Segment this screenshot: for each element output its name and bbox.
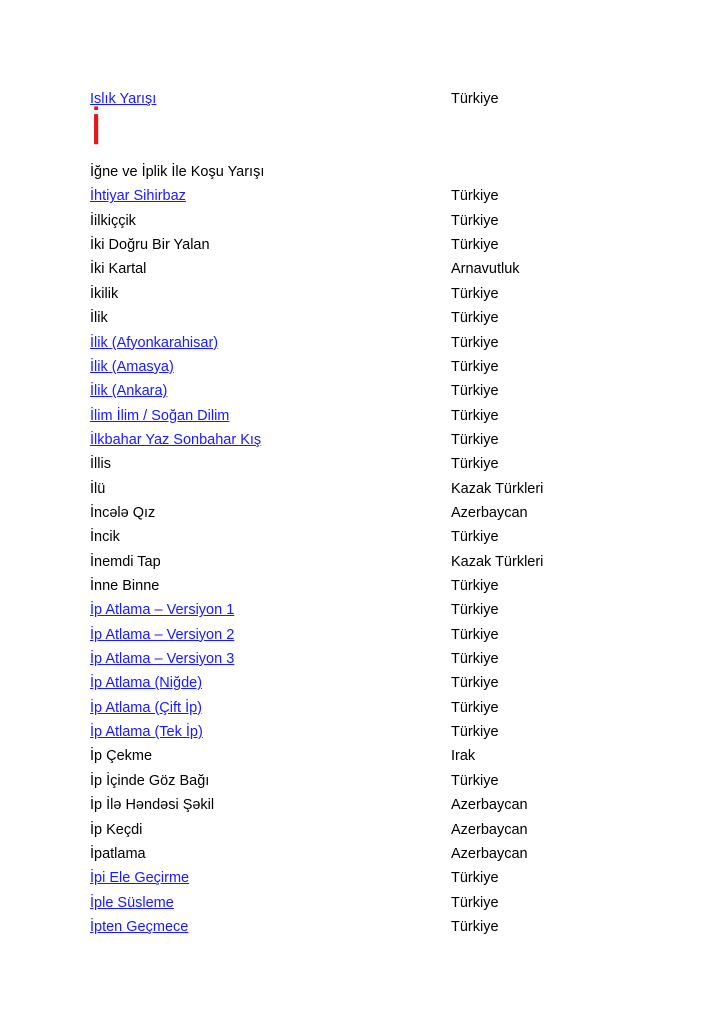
country-label: Türkiye [451, 918, 499, 935]
country-label: Türkiye [451, 675, 499, 692]
country-label: Türkiye [451, 407, 499, 424]
game-link[interactable]: İlik (Afyonkarahisar) [90, 334, 219, 351]
list-item [90, 307, 650, 329]
game-name: İp İçinde Göz Bağı [90, 772, 210, 789]
country-label: Azerbaycan [451, 797, 528, 814]
list-item [90, 745, 650, 767]
list-item [90, 88, 650, 110]
list-item [90, 478, 650, 500]
country-label: Türkiye [451, 894, 499, 911]
game-name: İğne ve İplik İle Koşu Yarışı [90, 164, 265, 180]
list-item [90, 599, 650, 621]
list-item [90, 697, 650, 719]
game-link[interactable]: İp Atlama (Niğde) [90, 675, 203, 692]
country-label: Türkiye [451, 383, 499, 400]
country-label: Kazak Türkleri [451, 480, 544, 497]
list-item [90, 453, 650, 475]
game-name: İp Çekme [90, 748, 153, 765]
list-item [90, 575, 650, 597]
country-label: Türkiye [451, 699, 499, 716]
country-label: Türkiye [451, 772, 499, 789]
game-name: İnne Binne [90, 578, 160, 594]
country-label: Türkiye [451, 358, 499, 375]
list-item [90, 429, 650, 451]
country-label: Azerbaycan [451, 821, 528, 838]
country-label: Türkiye [451, 870, 499, 887]
game-link[interactable]: İlim İlim / Soğan Dilim [90, 407, 230, 424]
country-label: Türkiye [451, 651, 499, 667]
list-item [90, 672, 650, 694]
country-label: Irak [451, 748, 476, 765]
list-item [90, 551, 650, 573]
game-name: İki Doğru Bir Yalan [90, 237, 210, 254]
game-link[interactable]: İple Süsleme [90, 894, 174, 911]
game-name: İlik [90, 310, 108, 327]
country-label: Türkiye [451, 237, 499, 254]
game-link[interactable]: İlik (Amasya) [90, 358, 174, 375]
country-label: Türkiye [451, 456, 499, 473]
game-name: İncələ Qız [90, 504, 156, 521]
list-item [90, 794, 650, 816]
section-letter-heading: İ [90, 105, 103, 154]
list-item [90, 210, 650, 232]
game-link[interactable]: İp Atlama – Versiyon 1 [90, 602, 235, 619]
country-label: Türkiye [451, 431, 499, 448]
country-label: Türkiye [451, 529, 499, 546]
list-item [90, 770, 650, 792]
list-item [90, 258, 650, 280]
game-link[interactable]: İlik (Ankara) [90, 383, 168, 400]
list-item [90, 502, 650, 524]
list-item [90, 380, 650, 402]
game-link[interactable]: İlkbahar Yaz Sonbahar Kış [90, 431, 262, 448]
country-label: Türkiye [451, 334, 499, 351]
game-link[interactable]: İp Atlama (Tek İp) [90, 724, 203, 741]
game-name: İlü [90, 480, 106, 497]
list-item [90, 234, 650, 256]
country-label: Türkiye [451, 578, 499, 594]
country-label: Türkiye [451, 724, 499, 741]
game-name: İncik [90, 529, 120, 546]
country-label: Türkiye [451, 602, 499, 619]
list-item [90, 185, 650, 207]
game-link[interactable]: İhtiyar Sihirbaz [90, 188, 186, 205]
list-item [90, 721, 650, 743]
game-name: İp Keçdi [90, 821, 143, 838]
country-label: Azerbaycan [451, 845, 528, 862]
game-link[interactable]: İp Atlama (Çift İp) [90, 699, 203, 716]
game-link[interactable]: İpi Ele Geçirme [90, 870, 190, 887]
country-label: Kazak Türkleri [451, 553, 544, 570]
list-item [90, 283, 650, 305]
game-link[interactable]: İpten Geçmece [90, 918, 189, 935]
country-label: Türkiye [451, 188, 499, 205]
list-item [90, 867, 650, 889]
country-label: Türkiye [451, 310, 499, 327]
list-item [90, 843, 650, 865]
game-name: İki Kartal [90, 261, 147, 278]
country-label: Türkiye [451, 626, 499, 643]
game-name: İp İlə Həndəsi Şəkil [90, 797, 215, 814]
list-item [90, 892, 650, 914]
list-item [90, 405, 650, 427]
list-item [90, 916, 650, 938]
game-name: İpatlama [90, 845, 146, 862]
game-name: İllis [90, 456, 111, 473]
list-item [90, 526, 650, 548]
game-name: İnemdi Tap [90, 553, 161, 570]
list-item [90, 332, 650, 354]
game-name: İilkiççik [90, 212, 136, 229]
country-label: Türkiye [451, 212, 499, 229]
list-item [90, 648, 650, 670]
country-label: Türkiye [451, 285, 499, 302]
list-item [90, 819, 650, 841]
list-item [90, 161, 650, 183]
game-link[interactable]: İp Atlama – Versiyon 2 [90, 626, 235, 643]
list-item [90, 624, 650, 646]
list-item [90, 356, 650, 378]
country-label: Azerbaycan [451, 504, 528, 521]
game-link[interactable]: İp Atlama – Versiyon 3 [90, 651, 235, 667]
country-label: Arnavutluk [451, 261, 520, 278]
game-name: İkilik [90, 285, 119, 302]
game-link[interactable]: Islık Yarışı [90, 91, 157, 107]
country-label: Türkiye [451, 91, 499, 107]
